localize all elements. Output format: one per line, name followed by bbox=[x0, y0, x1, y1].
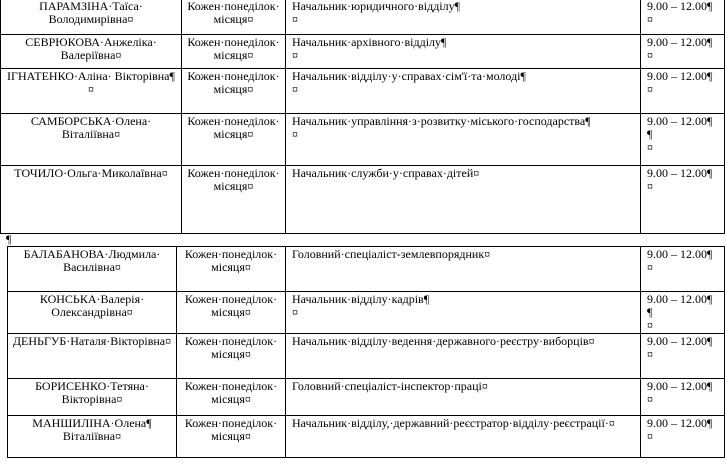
employee-name-cell: ДЕНЬГУБ·Наталя·Вікторівна¤ bbox=[8, 334, 177, 379]
table-row bbox=[8, 292, 725, 334]
time-line: ¶ bbox=[647, 305, 653, 319]
reception-day-cell: Кожен·понеділок· місяця¤ bbox=[177, 292, 286, 334]
employee-name-cell: ТОЧИЛО·Ольга·Миколаївна¤ bbox=[1, 166, 182, 234]
reception-time-cell bbox=[641, 416, 725, 458]
time-line: 9.00 – 12.00¶ bbox=[647, 69, 713, 83]
reception-day-cell: Кожен·понеділок· місяця¤ bbox=[182, 166, 286, 234]
paragraph-mark: ¶ bbox=[6, 232, 12, 246]
time-line: ¤ bbox=[647, 347, 653, 361]
position-line: Начальник·відділу·кадрів¶ bbox=[292, 292, 430, 306]
table-row bbox=[1, 69, 725, 114]
reception-day-cell: Кожен·понеділок· місяця¤ bbox=[177, 334, 286, 379]
table-row bbox=[8, 379, 725, 416]
reception-day-cell: Кожен·понеділок· місяця¤ bbox=[182, 69, 286, 114]
table-row bbox=[1, 114, 725, 166]
reception-day-cell: Кожен·понеділок· місяця¤ bbox=[182, 114, 286, 166]
position-line: ¤ bbox=[292, 48, 298, 62]
reception-time-cell bbox=[641, 69, 725, 114]
time-line: 9.00 – 12.00¶ bbox=[647, 334, 713, 348]
position-line: Начальник·відділу·у·справах·сім'ї·та·молоді¶ bbox=[292, 69, 526, 83]
position-line: ¤ bbox=[292, 127, 298, 141]
position-line: Головний·спеціаліст-землевпорядник¤ bbox=[292, 247, 491, 261]
time-line: 9.00 – 12.00¶ bbox=[647, 0, 713, 13]
reception-time-cell bbox=[641, 379, 725, 416]
position-cell bbox=[286, 247, 641, 292]
position-line: Начальник·управління·з·розвитку·міського·господарства¶ bbox=[292, 114, 591, 128]
time-line: ¤ bbox=[647, 392, 653, 406]
time-line: ¤ bbox=[647, 12, 653, 26]
position-cell bbox=[286, 0, 641, 35]
table-row bbox=[1, 35, 725, 69]
position-cell bbox=[286, 416, 641, 458]
time-line: ¤ bbox=[647, 179, 653, 193]
time-line: 9.00 – 12.00¶ bbox=[647, 416, 713, 430]
position-cell bbox=[286, 114, 641, 166]
position-line: Начальник·служби·у·справах·дітей¤ bbox=[292, 166, 480, 180]
employee-name-cell: ІГНАТЕНКО·Аліна· Вікторівна¶ ¤ bbox=[1, 69, 182, 114]
schedule-table-bottom bbox=[7, 246, 725, 458]
time-line: 9.00 – 12.00¶ bbox=[647, 35, 713, 49]
reception-day-cell: Кожен·понеділок· місяця¤ bbox=[177, 416, 286, 458]
position-cell bbox=[286, 334, 641, 379]
time-line: 9.00 – 12.00¶ bbox=[647, 379, 713, 393]
table-row bbox=[1, 0, 725, 35]
time-line: 9.00 – 12.00¶ bbox=[647, 114, 713, 128]
position-line: Начальник·юридичного·відділу¶ bbox=[292, 0, 461, 13]
reception-time-cell bbox=[641, 166, 725, 234]
position-line: ¤ bbox=[292, 305, 298, 319]
position-line: Головний·спеціаліст-інспектор·праці¤ bbox=[292, 379, 488, 393]
table-row bbox=[8, 416, 725, 458]
time-line: ¶ bbox=[647, 127, 653, 141]
time-line: ¤ bbox=[647, 429, 653, 443]
position-line: Начальник·архівного·відділу¶ bbox=[292, 35, 447, 49]
table-row bbox=[8, 247, 725, 292]
time-line: ¤ bbox=[647, 82, 653, 96]
time-line: ¤ bbox=[647, 48, 653, 62]
employee-name-cell: САМБОРСЬКА·Олена· Віталіївна¤ bbox=[1, 114, 182, 166]
position-cell bbox=[286, 379, 641, 416]
reception-time-cell bbox=[641, 247, 725, 292]
time-line: 9.00 – 12.00¶ bbox=[647, 292, 713, 306]
reception-day-cell: Кожен·понеділок· місяця¤ bbox=[182, 0, 286, 35]
employee-name-cell: БАЛАБАНОВА·Людмила· Василівна¤ bbox=[8, 247, 177, 292]
position-line: ¤ bbox=[292, 82, 298, 96]
table-row bbox=[8, 334, 725, 379]
position-cell bbox=[286, 69, 641, 114]
employee-name-cell: КОНСЬКА·Валерія· Олександрівна¤ bbox=[8, 292, 177, 334]
position-line: ¤ bbox=[292, 12, 298, 26]
position-cell bbox=[286, 35, 641, 69]
position-cell bbox=[286, 166, 641, 234]
position-line: Начальник·відділу,·державний·реєстратор·відділу·реєстрації·¤ bbox=[292, 416, 615, 430]
reception-day-cell: Кожен·понеділок· місяця¤ bbox=[177, 247, 286, 292]
reception-time-cell bbox=[641, 114, 725, 166]
reception-time-cell bbox=[641, 0, 725, 35]
reception-time-cell bbox=[641, 334, 725, 379]
position-cell bbox=[286, 292, 641, 334]
reception-day-cell: Кожен·понеділок· місяця¤ bbox=[182, 35, 286, 69]
reception-time-cell bbox=[641, 35, 725, 69]
reception-day-cell: Кожен·понеділок· місяця¤ bbox=[177, 379, 286, 416]
position-line: Начальник·відділу·ведення·державного·реєстру·виборців¤ bbox=[292, 334, 595, 348]
employee-name-cell: СЕВРЮКОВА·Анжеліка· Валеріївна¤ bbox=[1, 35, 182, 69]
employee-name-cell: МАНШИЛІНА·Олена¶ Віталіївна¤ bbox=[8, 416, 177, 458]
time-line: ¤ bbox=[647, 140, 653, 154]
time-line: ¤ bbox=[647, 318, 653, 332]
employee-name-cell: БОРИСЕНКО·Тетяна· Вікторівна¤ bbox=[8, 379, 177, 416]
table-row bbox=[1, 166, 725, 234]
employee-name-cell: ПАРАМЗІНА·Таїса· Володимирівна¤ bbox=[1, 0, 182, 35]
time-line: 9.00 – 12.00¶ bbox=[647, 247, 713, 261]
time-line: ¤ bbox=[647, 260, 653, 274]
time-line: 9.00 – 12.00¶ bbox=[647, 166, 713, 180]
reception-time-cell bbox=[641, 292, 725, 334]
